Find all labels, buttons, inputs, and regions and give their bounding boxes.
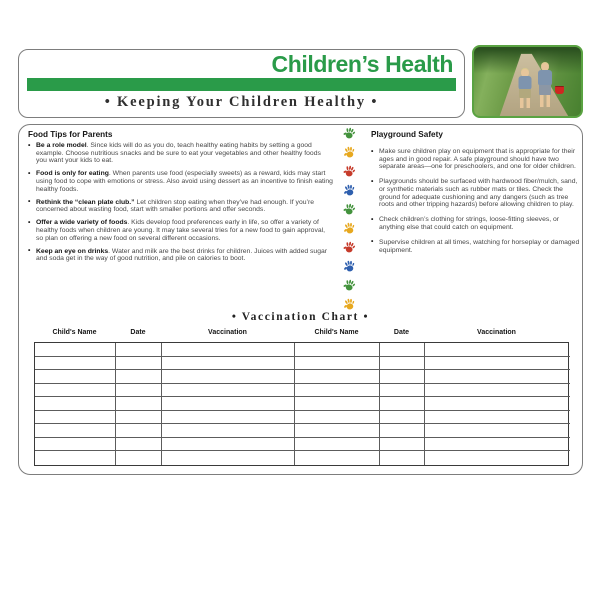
handprint-icon (342, 183, 357, 198)
table-cell (116, 424, 162, 438)
food-tip-item (28, 219, 333, 242)
column-header: Child's Name (52, 329, 97, 336)
table-cell (162, 451, 295, 465)
table-cell (116, 451, 162, 465)
table-cell (35, 451, 116, 465)
food-tip-lead: Keep an eye on drinks (36, 247, 109, 255)
photo-child-right (537, 63, 552, 109)
table-cell (380, 451, 425, 465)
table-cell (162, 424, 295, 438)
table-cell (35, 397, 116, 411)
food-tip-item (28, 199, 333, 214)
table-cell (425, 438, 570, 452)
photo-child-left (518, 69, 532, 109)
table-cell (35, 343, 116, 357)
playground-tip-text: Check children’s clothing for strings, loose-fitting sleeves, or anything else that could catch on equipment. (379, 216, 560, 231)
handprint-icon (342, 240, 357, 255)
table-cell (116, 411, 162, 425)
food-tip-item (28, 170, 333, 193)
table-cell (116, 343, 162, 357)
table-cell (380, 438, 425, 452)
table-cell (162, 343, 295, 357)
playground-tip-item (371, 148, 583, 171)
food-tip-lead: Food is only for eating (36, 170, 109, 178)
playground-tip-item (371, 178, 583, 208)
playground-tip-item (371, 239, 583, 254)
food-tip-text: . Since kids will do as you do, teach healthy eating habits by setting a good example. Choose nutritious snacks and be sure to eat your vegetables and other healthy foods you want your kids to eat. (36, 142, 321, 165)
vaccination-table-body (34, 342, 569, 466)
table-cell (162, 411, 295, 425)
handprint-column (343, 127, 359, 317)
handprint-icon (342, 164, 357, 179)
vaccination-table-header (34, 329, 569, 336)
playground-tip-text: Supervise children at all times, watching for horseplay or damaged equipment. (379, 238, 580, 254)
column-header: Date (393, 329, 410, 336)
food-tip-lead: Offer a wide variety of foods (36, 219, 128, 227)
food-tip-text: . Water and milk are the best drinks for children. Juices with added sugar and soda get in the way of good nutrition, and pile on calories to boot. (36, 247, 328, 263)
bullet-icon: • (371, 215, 374, 223)
food-tip-lead: Rethink the “clean plate club.” (36, 198, 135, 206)
table-cell (162, 357, 295, 371)
page-title: Children’s Health (271, 51, 453, 77)
table-cell (116, 438, 162, 452)
food-tip-text: . Kids develop food preferences early in life, so offer a variety of healthy foods when children are young. It may take several tries for a new food to gain approval, so plan on offering a new food on several different occasions. (36, 219, 326, 242)
table-cell (35, 384, 116, 398)
header-tagline: • Keeping Your Children Healthy • (104, 94, 379, 110)
table-cell (380, 384, 425, 398)
vaccination-chart-title: • Vaccination Chart • (231, 311, 370, 323)
content-panel (18, 124, 583, 475)
column-header: Child's Name (314, 329, 359, 336)
green-divider-bar (27, 78, 456, 91)
column-header: Vaccination (477, 329, 516, 336)
playground-tip-text: Make sure children play on equipment that is appropriate for their ages and in good repair. A safe playground should have two separate areas—one for preschoolers, and one for older children. (379, 148, 576, 171)
table-cell (380, 370, 425, 384)
column-header: Date (130, 329, 146, 336)
playground-safety-section (371, 130, 583, 262)
table-cell (116, 397, 162, 411)
table-cell (162, 384, 295, 398)
food-tips-section (28, 130, 333, 268)
handprint-icon (342, 221, 357, 236)
bullet-icon: • (28, 218, 31, 226)
column-header: Vaccination (208, 329, 247, 336)
bullet-icon: • (371, 238, 374, 246)
bullet-icon: • (28, 141, 31, 149)
table-cell (295, 343, 380, 357)
table-cell (295, 438, 380, 452)
table-cell (116, 384, 162, 398)
bullet-icon: • (371, 177, 374, 185)
handprint-icon (342, 297, 357, 312)
table-cell (295, 411, 380, 425)
handprint-icon (342, 278, 357, 293)
food-tip-lead: Be a role model (36, 142, 87, 149)
table-cell (295, 451, 380, 465)
food-tip-item (28, 248, 333, 263)
table-cell (425, 370, 570, 384)
handprint-icon (342, 145, 357, 160)
table-cell (35, 438, 116, 452)
table-cell (425, 343, 570, 357)
food-tip-text: . When parents use food (especially sweets) as a reward, kids may start using food to cope with emotions or stress. Also avoid using dessert as an incentive to finish eating healthy foods. (36, 170, 333, 193)
table-cell (162, 370, 295, 384)
table-cell (425, 411, 570, 425)
table-cell (380, 357, 425, 371)
bullet-icon: • (28, 198, 31, 206)
handprint-icon (342, 259, 357, 274)
bullet-icon: • (28, 247, 31, 255)
section-heading-playground: Playground Safety (371, 130, 443, 139)
table-cell (35, 370, 116, 384)
food-tip-item (28, 142, 333, 165)
table-cell (295, 370, 380, 384)
table-cell (295, 357, 380, 371)
table-cell (425, 384, 570, 398)
table-cell (425, 397, 570, 411)
section-heading-food-tips: Food Tips for Parents (28, 130, 113, 139)
table-cell (116, 370, 162, 384)
table-cell (425, 424, 570, 438)
table-cell (35, 357, 116, 371)
table-cell (380, 424, 425, 438)
table-cell (162, 438, 295, 452)
table-cell (295, 397, 380, 411)
handprint-icon (342, 126, 357, 141)
bullet-icon: • (371, 147, 374, 155)
table-cell (425, 451, 570, 465)
table-cell (35, 424, 116, 438)
table-cell (380, 397, 425, 411)
header-banner (18, 49, 465, 118)
food-tip-text: Let children stop eating when they’ve had enough. If you’re concerned about wasting food, start with smaller portions and offer seconds. (36, 198, 315, 214)
table-cell (425, 357, 570, 371)
table-cell (116, 357, 162, 371)
playground-tip-text: Playgrounds should be surfaced with hardwood fiber/mulch, sand, or synthetic materials such as rubber mats or tiles. Check the ground for adequate cushioning and any dangers (such as tree roots and other tripping hazards) before allowing children to play. (379, 178, 578, 209)
table-cell (295, 424, 380, 438)
table-cell (35, 411, 116, 425)
playground-tip-item (371, 216, 583, 231)
bullet-icon: • (28, 169, 31, 177)
header-photo (472, 45, 583, 118)
handprint-icon (342, 202, 357, 217)
table-cell (380, 411, 425, 425)
table-cell (380, 343, 425, 357)
photo-red-pail (555, 86, 564, 94)
table-cell (162, 397, 295, 411)
table-cell (295, 384, 380, 398)
